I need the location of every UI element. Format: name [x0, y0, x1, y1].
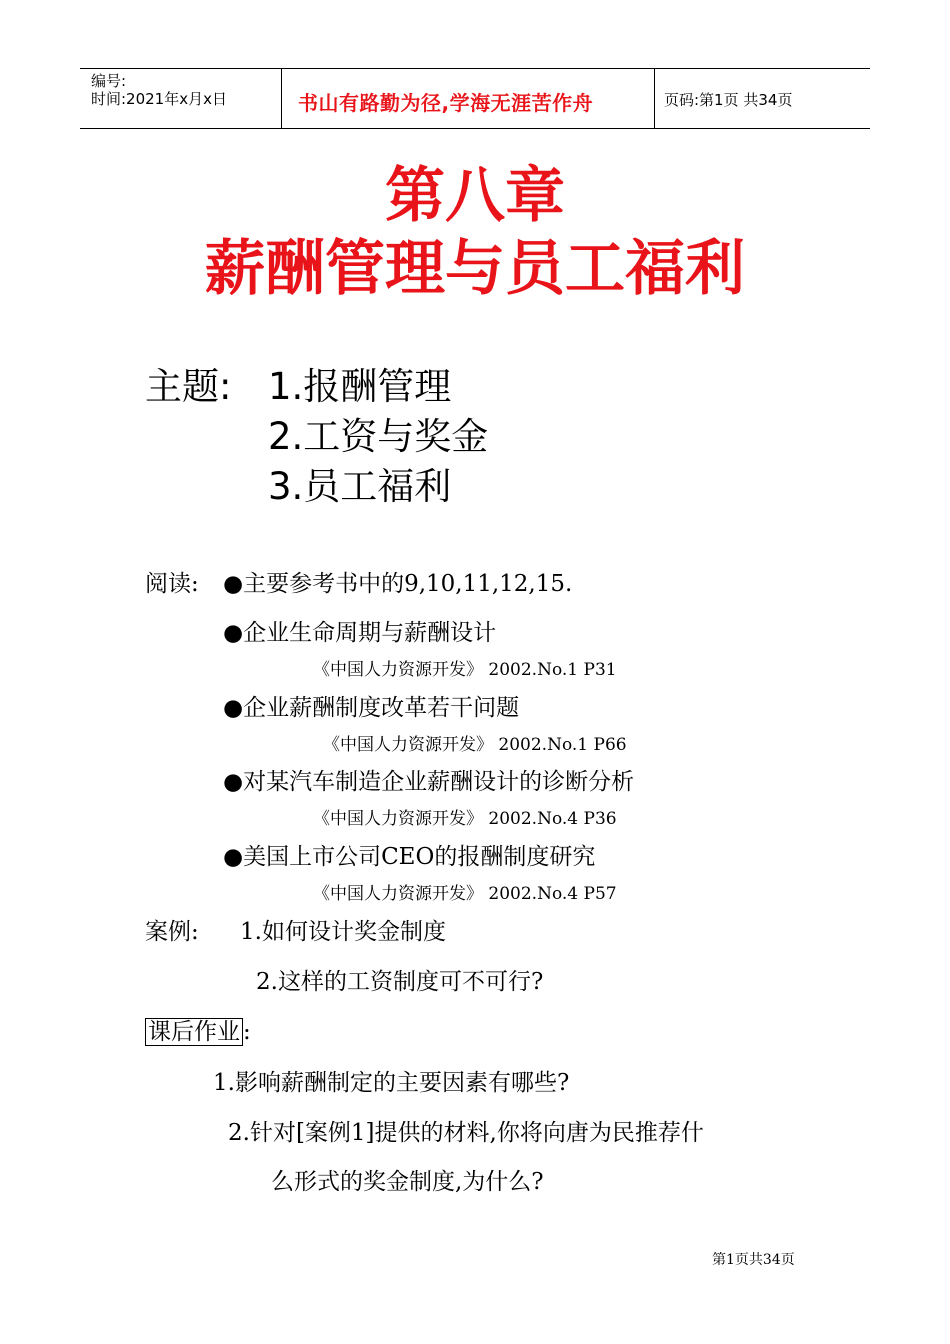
chapter-title: 第八章 [385, 161, 565, 231]
topics-label: 主题: [145, 365, 232, 408]
reading-item-4: ●对某汽车制造企业薪酬设计的诊断分析 [223, 769, 635, 795]
reading-citation-4: 《中国人力资源开发》 2002.No.4 P36 [313, 809, 617, 829]
header-top-rule [80, 68, 870, 69]
homework-label: 课后作业 [145, 1018, 243, 1046]
homework-item-2: 2.针对[案例1]提供的材料,你将向唐为民推荐什 [228, 1120, 704, 1146]
reading-citation-5: 《中国人力资源开发》 2002.No.4 P57 [313, 884, 617, 904]
homework-item-1: 1.影响薪酬制定的主要因素有哪些? [213, 1070, 570, 1096]
reading-item-2: ●企业生命周期与薪酬设计 [223, 620, 497, 646]
header-page-label: 页码:第1页 共34页 [664, 91, 793, 109]
case-item-2: 2.这样的工资制度可不可行? [256, 969, 544, 995]
reading-item-3: ●企业薪酬制度改革若干问题 [223, 695, 520, 721]
reading-item-5: ●美国上市公司CEO的报酬制度研究 [223, 844, 596, 870]
cases-label: 案例: [145, 919, 199, 945]
homework-colon: : [243, 1019, 251, 1045]
reading-label: 阅读: [145, 571, 199, 597]
header-divider-left [281, 68, 282, 129]
case-item-1: 1.如何设计奖金制度 [240, 919, 446, 945]
reading-citation-3: 《中国人力资源开发》 2002.No.1 P66 [323, 735, 627, 755]
header-divider-right [654, 68, 655, 129]
chapter-subtitle: 薪酬管理与员工福利 [205, 234, 745, 304]
reading-item-1: ●主要参考书中的9,10,11,12,15. [223, 571, 573, 597]
header-motto: 书山有路勤为径,学海无涯苦作舟 [298, 91, 594, 115]
topic-item-2: 2.工资与奖金 [268, 415, 489, 458]
header-bottom-rule [80, 128, 870, 129]
topic-item-3: 3.员工福利 [268, 465, 452, 508]
homework-heading [145, 1013, 251, 1046]
homework-item-2-cont: 么形式的奖金制度,为什么? [271, 1169, 544, 1195]
header-number-label: 编号: [91, 72, 127, 90]
reading-citation-2: 《中国人力资源开发》 2002.No.1 P31 [313, 660, 617, 680]
page-footer: 第1页共34页 [712, 1252, 795, 1268]
topic-item-1: 1.报酬管理 [268, 365, 452, 408]
header-time-label: 时间:2021年x月x日 [91, 90, 227, 108]
